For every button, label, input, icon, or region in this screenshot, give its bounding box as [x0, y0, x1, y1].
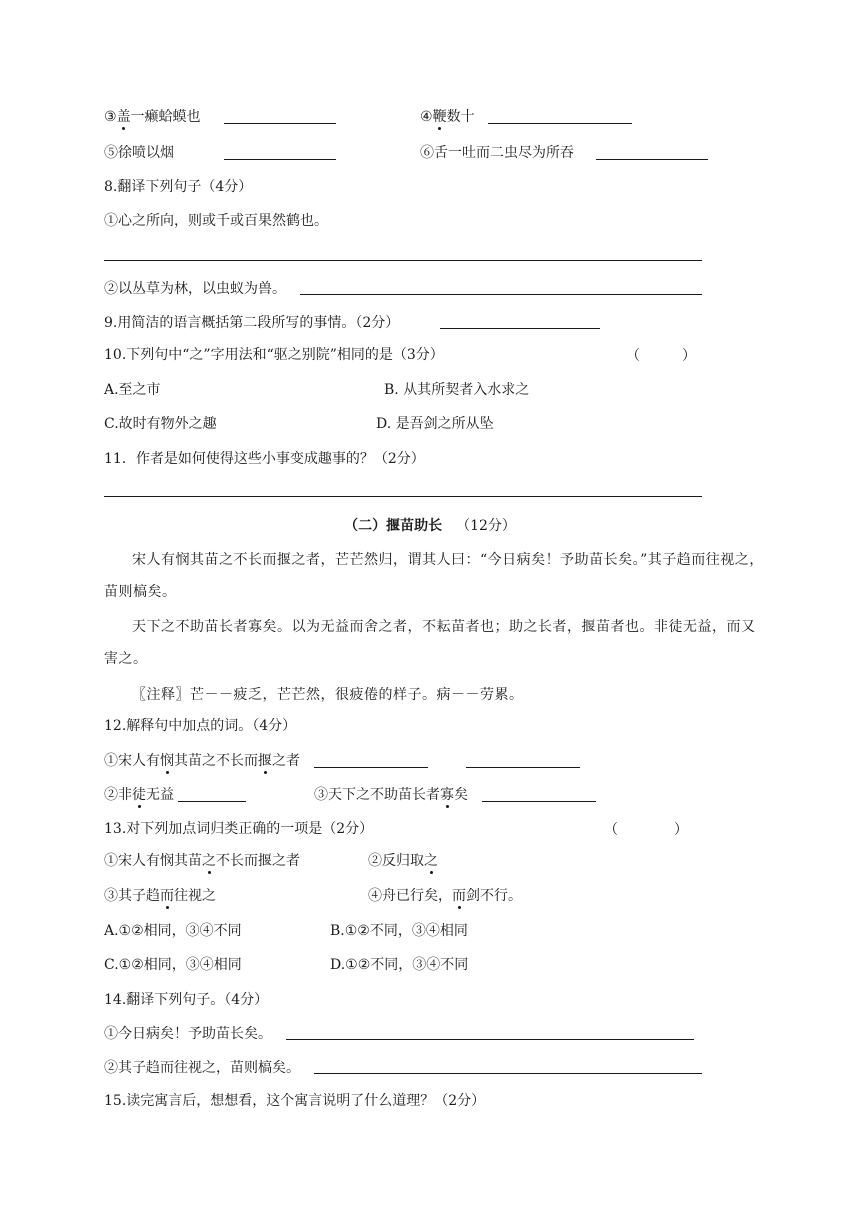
- passage-note: 〖注释〗芒－－疲乏，芒芒然，很疲倦的样子。病－－劳累。: [132, 687, 524, 703]
- answer-blank[interactable]: [466, 751, 580, 768]
- answer-blank[interactable]: [224, 143, 336, 160]
- q10-option-c: C.故时有物外之趣: [104, 416, 217, 432]
- q12-title: 12.解释句中加点的词。（4分）: [104, 718, 297, 734]
- q7-item6: ⑥舌一吐而二虫尽为所吞: [420, 145, 574, 161]
- q8-title: 8.翻译下列句子（4分）: [104, 179, 253, 195]
- q14-sentence-2: ②其子趋而往视之，苗则槁矣。: [104, 1060, 300, 1076]
- dotted-char: 徒: [132, 787, 146, 803]
- answer-blank[interactable]: [178, 785, 246, 802]
- q8-sentence-1: ①心之所向，则或千或百果然鹤也。: [104, 213, 328, 229]
- q10-option-a: A.至之市: [104, 382, 161, 398]
- dotted-char: 而: [452, 888, 466, 904]
- answer-line[interactable]: [314, 1073, 702, 1074]
- q13-item-4: ④舟已行矣，而剑不行。: [368, 888, 522, 904]
- q13-item-2: ②反归取之: [368, 853, 438, 869]
- q7-item3: ③盖一癞蛤蟆也: [104, 109, 201, 125]
- q14-sentence-1: ①今日病矣！予助苗长矣。: [104, 1026, 272, 1042]
- answer-line[interactable]: [440, 328, 600, 329]
- passage-paragraph-1: 宋人有悯其苗之不长而揠之者，芒芒然归，谓其人曰：“今日病矣！予助苗长矣。”其子趋而往视之，苗则槁矣。: [104, 552, 764, 600]
- dotted-char: 寡: [440, 787, 454, 803]
- q13-option-d: D.①②不同，③④不同: [330, 957, 469, 973]
- section-title: （二）揠苗助长 （12分）: [344, 518, 516, 534]
- dotted-char: 盖: [116, 109, 131, 125]
- answer-line[interactable]: [104, 496, 702, 497]
- dotted-char: 悯: [160, 753, 174, 769]
- answer-blank[interactable]: [314, 751, 428, 768]
- q13-title: 13.对下列加点词归类正确的一项是（2分）: [104, 821, 374, 837]
- answer-blank[interactable]: [482, 785, 596, 802]
- q13-item-1: ①宋人有悯其苗之不长而揠之者: [104, 853, 300, 869]
- q13-item-3: ③其子趋而往视之: [104, 888, 216, 904]
- q14-title: 14.翻译下列句子。（4分）: [104, 992, 269, 1008]
- q8-sentence-2: ②以丛草为林，以虫蚁为兽。: [104, 281, 286, 297]
- q10-option-d: D. 是吾剑之所从坠: [376, 416, 494, 432]
- answer-line[interactable]: [104, 260, 702, 261]
- q13-option-c: C.①②相同，③④相同: [104, 957, 242, 973]
- answer-blank[interactable]: [224, 107, 336, 124]
- q15-title: 15.读完寓言后，想想看，这个寓言说明了什么道理？（2分）: [104, 1093, 486, 1109]
- q10-option-b: B. 从其所契者入水求之: [384, 382, 530, 398]
- q13-option-a: A.①②相同，③④不同: [104, 923, 242, 939]
- dotted-char: 之: [424, 853, 438, 869]
- passage-paragraph-2: 天下之不助苗长者寡矣。以为无益而舍之者，不耘苗者也；助之长者，揠苗者也。非徒无益，而又害之。: [104, 619, 756, 667]
- answer-blank[interactable]: [488, 107, 632, 124]
- q12-line-2: ②非徒无益: [104, 787, 174, 803]
- q12-line-2b: ③天下之不助苗长者寡矣: [314, 787, 468, 803]
- dotted-char: 之: [202, 853, 216, 869]
- answer-paren[interactable]: （ ）: [604, 822, 688, 838]
- dotted-char: 而: [160, 888, 174, 904]
- dotted-char: 揠: [258, 753, 272, 769]
- q9-title: 9.用简洁的语言概括第二段所写的事情。（2分）: [104, 315, 400, 331]
- q12-line-1: ①宋人有悯其苗之不长而揠之者: [104, 753, 300, 769]
- answer-line[interactable]: [300, 294, 702, 295]
- q10-title: 10.下列句中“之”字用法和“驱之别院”相同的是（3分）: [104, 347, 444, 363]
- dotted-char: 鞭: [432, 109, 447, 125]
- answer-paren[interactable]: （ ）: [626, 348, 696, 364]
- answer-blank[interactable]: [596, 143, 708, 160]
- answer-line[interactable]: [286, 1039, 694, 1040]
- q7-item4: ④鞭数十: [420, 109, 475, 125]
- q7-item5: ⑤徐喷以烟: [104, 145, 174, 161]
- q11-title: 11．作者是如何使得这些小事变成趣事的？（2分）: [104, 451, 425, 467]
- q13-option-b: B.①②不同，③④相同: [330, 923, 468, 939]
